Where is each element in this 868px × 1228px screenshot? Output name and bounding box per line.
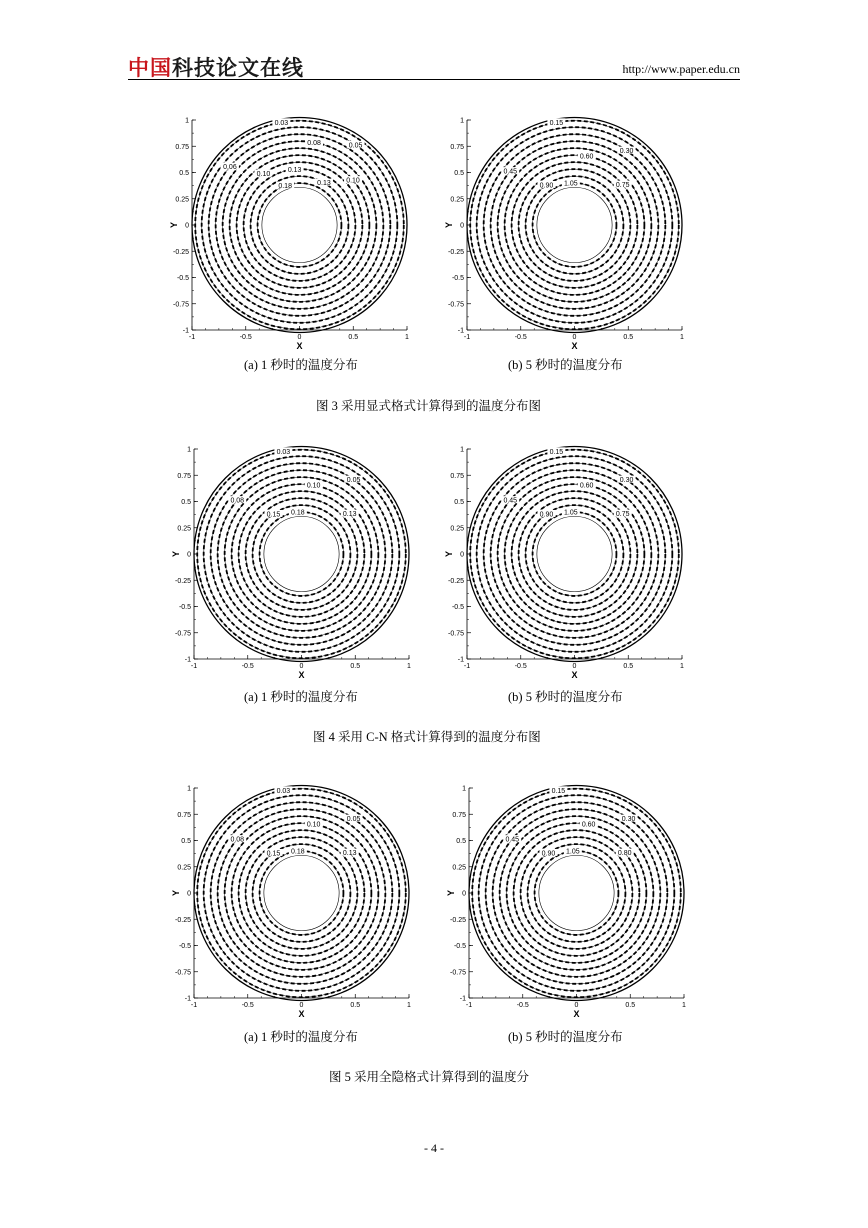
y-tick-label: -0.75 <box>175 969 191 977</box>
contour-label: 0.15 <box>266 511 281 519</box>
x-tick-label: 1 <box>405 334 409 341</box>
x-axis-label: X <box>296 341 303 351</box>
x-tick-label: 0 <box>572 663 577 670</box>
y-tick-label: 1 <box>462 785 466 793</box>
contour-line-dashed <box>477 127 673 323</box>
contour-line-solid <box>470 450 679 659</box>
x-tick-label: -1 <box>463 663 471 670</box>
contour-label: 0.80 <box>617 850 632 858</box>
contour-label: 1.05 <box>564 509 578 517</box>
y-tick-label: -1 <box>457 327 464 335</box>
y-tick-label: -0.25 <box>175 916 191 924</box>
y-tick-label: -0.75 <box>173 301 189 309</box>
contour-line-dashed <box>244 166 356 281</box>
contour-line-dashed <box>470 121 679 330</box>
y-tick-label: -0.5 <box>178 943 191 950</box>
contour-line-dashed <box>195 121 404 330</box>
y-tick-label: 0 <box>460 222 464 230</box>
contour-label: 0.30 <box>619 148 634 156</box>
outer-boundary-circle <box>192 118 407 333</box>
contour-label: 0.15 <box>549 119 564 127</box>
inner-boundary-circle <box>539 855 614 930</box>
contour-line-dashed <box>204 456 400 652</box>
y-tick-label: 0.5 <box>454 170 464 177</box>
contour-line-solid <box>204 456 400 652</box>
y-tick-label: -1 <box>184 656 191 664</box>
contour-line-dashed <box>498 477 652 631</box>
y-tick-label: -0.5 <box>178 604 191 611</box>
inner-boundary-circle <box>537 516 612 591</box>
contour-label: 1.05 <box>566 848 580 856</box>
x-tick-label: 1 <box>680 334 684 341</box>
outer-boundary-circle <box>469 786 684 1001</box>
figure-5-caption: 图 5 采用全隐格式计算得到的温度分 <box>329 1070 530 1084</box>
y-tick-label: 0.25 <box>175 196 189 204</box>
y-tick-label: 0.5 <box>456 838 466 845</box>
y-tick-label: 0.25 <box>177 525 191 533</box>
y-tick-label: -0.5 <box>451 604 464 611</box>
x-axis-label: X <box>298 1009 305 1019</box>
y-tick-label: 0.75 <box>177 811 191 819</box>
contour-line-dashed <box>260 848 344 935</box>
contour-line-dashed <box>493 809 661 977</box>
x-tick-label: -1 <box>463 334 471 341</box>
contour-line-dashed <box>218 809 386 977</box>
y-tick-label: 0 <box>185 222 189 230</box>
y-tick-label: 0.5 <box>181 838 191 845</box>
contour-line-dashed <box>197 450 406 659</box>
figure-3b-subcaption: (b) 5 秒时的温度分布 <box>508 358 623 372</box>
x-axis-label: X <box>571 341 578 351</box>
contour-plot-svg <box>445 780 695 1019</box>
contour-label: 0.10 <box>306 482 321 490</box>
y-axis-label: Y <box>444 550 454 558</box>
y-tick-label: 0.75 <box>452 811 466 819</box>
contour-plot-svg <box>443 441 693 680</box>
contour-label: 0.45 <box>505 836 520 844</box>
x-tick-label: 1 <box>680 663 684 670</box>
header-rule <box>128 79 740 80</box>
contour-label: 0.75 <box>615 511 630 519</box>
x-tick-label: 0.5 <box>623 334 634 341</box>
contour-line-solid <box>195 121 404 330</box>
contour-line-dashed <box>260 509 344 596</box>
contour-label: 0.10 <box>256 170 271 178</box>
y-tick-label: -0.5 <box>176 275 189 282</box>
y-tick-label: 1 <box>460 117 464 125</box>
y-tick-label: -0.25 <box>173 248 189 256</box>
x-tick-label: -0.5 <box>241 663 254 670</box>
page-header <box>128 50 740 80</box>
x-tick-label: 0 <box>299 1002 304 1009</box>
contour-label: 0.03 <box>276 787 291 795</box>
contour-line-dashed <box>202 127 398 323</box>
y-axis-label: Y <box>446 889 456 897</box>
x-tick-label: 1 <box>407 663 411 670</box>
figure-4a-plot <box>170 441 420 680</box>
figure-3a-subcaption: (a) 1 秒时的温度分布 <box>244 358 358 372</box>
x-axis-label: X <box>573 1009 580 1019</box>
contour-label: 0.03 <box>274 119 289 127</box>
contour-label: 0.90 <box>541 850 556 858</box>
contour-plot-svg <box>170 780 420 1019</box>
contour-label: 0.60 <box>579 153 594 161</box>
y-tick-label: 0.5 <box>454 499 464 506</box>
contour-line-solid <box>472 789 681 998</box>
contour-line-dashed <box>533 180 617 267</box>
contour-line-dashed <box>225 477 379 631</box>
contour-label: 0.13 <box>317 180 331 188</box>
contour-line-solid <box>204 795 400 991</box>
y-tick-label: 1 <box>460 446 464 454</box>
contour-label: 0.30 <box>619 477 634 485</box>
contour-line-dashed <box>498 148 652 302</box>
contour-line-dashed <box>491 141 659 309</box>
page-number: - 4 - <box>424 1141 444 1155</box>
contour-line-dashed <box>258 183 342 267</box>
y-tick-label: 1 <box>185 117 189 125</box>
contour-line-dashed <box>470 450 679 659</box>
logo-dark-text: 科技论文在线 <box>172 56 304 80</box>
y-tick-label: 0 <box>462 890 466 898</box>
contour-label: 0.30 <box>621 816 636 824</box>
contour-label: 0.08 <box>307 139 321 147</box>
y-tick-label: -1 <box>459 995 466 1003</box>
x-tick-label: -1 <box>188 334 196 341</box>
x-tick-label: 0.5 <box>350 663 361 670</box>
y-axis-label: Y <box>169 221 179 229</box>
y-tick-label: 0.25 <box>177 864 191 872</box>
x-tick-label: 1 <box>407 1002 411 1009</box>
inner-boundary-circle <box>262 187 337 262</box>
y-axis-label: Y <box>444 221 454 229</box>
contour-line-dashed <box>491 470 659 638</box>
contour-label: 0.10 <box>306 821 321 829</box>
contour-label: 0.13 <box>287 166 302 174</box>
contour-label: 0.13 <box>342 511 357 519</box>
contour-line-solid <box>470 121 679 330</box>
contour-line-dashed <box>535 848 619 935</box>
contour-label: 0.75 <box>615 182 630 190</box>
x-tick-label: 0.5 <box>348 334 359 341</box>
x-tick-label: -0.5 <box>516 1002 529 1009</box>
contour-label: 0.90 <box>539 182 554 190</box>
contour-label: 1.05 <box>564 180 578 188</box>
contour-label: 0.45 <box>503 497 518 505</box>
contour-line-dashed <box>218 470 386 638</box>
contour-plot-svg <box>170 441 420 680</box>
contour-plot-svg <box>443 112 693 351</box>
y-tick-label: -0.5 <box>451 275 464 282</box>
y-tick-label: 0.25 <box>452 864 466 872</box>
figure-5b-subcaption: (b) 5 秒时的温度分布 <box>508 1030 623 1044</box>
contour-label: 0.03 <box>276 448 291 456</box>
figure-5a-plot <box>170 780 420 1019</box>
x-tick-label: -0.5 <box>241 1002 254 1009</box>
y-tick-label: 0.5 <box>179 170 189 177</box>
y-tick-label: 0.75 <box>450 472 464 480</box>
contour-label: 0.05 <box>348 142 363 150</box>
x-tick-label: 0.5 <box>625 1002 636 1009</box>
contour-line-dashed <box>526 505 624 603</box>
contour-label: 0.15 <box>549 448 564 456</box>
figure-4-caption: 图 4 采用 C-N 格式计算得到的温度分布图 <box>313 730 541 744</box>
x-tick-label: 0 <box>297 334 302 341</box>
outer-boundary-circle <box>194 447 409 662</box>
y-tick-label: 0.75 <box>450 143 464 151</box>
contour-label: 0.60 <box>581 821 596 829</box>
site-url-link[interactable]: http://www.paper.edu.cn <box>622 62 740 76</box>
contour-line-solid <box>477 127 673 323</box>
contour-label: 0.08 <box>230 497 245 505</box>
outer-boundary-circle <box>467 118 682 333</box>
x-tick-label: 0 <box>572 334 577 341</box>
y-tick-label: -0.75 <box>450 969 466 977</box>
y-tick-label: -0.75 <box>448 301 464 309</box>
x-tick-label: 0 <box>299 663 304 670</box>
contour-line-solid <box>197 450 406 659</box>
figure-4b-plot <box>443 441 693 680</box>
y-tick-label: 0.5 <box>181 499 191 506</box>
contour-label: 0.15 <box>266 850 281 858</box>
figure-4b-subcaption: (b) 5 秒时的温度分布 <box>508 690 623 704</box>
journal-logo <box>128 52 304 82</box>
y-axis-label: Y <box>171 550 181 558</box>
x-tick-label: 0.5 <box>623 663 634 670</box>
contour-label: 0.05 <box>346 816 361 824</box>
contour-label: 0.05 <box>346 477 361 485</box>
y-tick-label: -0.25 <box>448 248 464 256</box>
y-tick-label: -1 <box>184 995 191 1003</box>
y-tick-label: -0.25 <box>450 916 466 924</box>
contour-label: 0.18 <box>278 183 292 191</box>
contour-line-dashed <box>477 456 673 652</box>
y-tick-label: -0.25 <box>175 577 191 585</box>
inner-boundary-circle <box>264 855 339 930</box>
contour-label: 0.13 <box>342 850 357 858</box>
contour-line-dashed <box>253 844 351 942</box>
figure-3b-plot <box>443 112 693 351</box>
y-tick-label: 1 <box>187 446 191 454</box>
contour-line-dashed <box>225 816 379 970</box>
contour-line-dashed <box>253 505 351 603</box>
contour-line-solid <box>477 456 673 652</box>
contour-label: 0.60 <box>579 482 594 490</box>
logo-red-text: 中国 <box>128 56 172 80</box>
x-tick-label: 0.5 <box>350 1002 361 1009</box>
inner-boundary-circle <box>264 516 339 591</box>
figure-5a-subcaption: (a) 1 秒时的温度分布 <box>244 1030 358 1044</box>
contour-label: 0.45 <box>503 168 518 176</box>
contour-label: 0.18 <box>291 509 305 517</box>
contour-line-dashed <box>197 789 406 998</box>
y-tick-label: -0.5 <box>453 943 466 950</box>
y-tick-label: -0.75 <box>175 630 191 638</box>
x-tick-label: -1 <box>465 1002 473 1009</box>
contour-line-dashed <box>251 176 349 274</box>
x-tick-label: -1 <box>190 1002 198 1009</box>
contour-line-dashed <box>528 844 626 942</box>
x-tick-label: -1 <box>190 663 198 670</box>
contour-label: 0.90 <box>539 511 554 519</box>
y-tick-label: -0.75 <box>448 630 464 638</box>
contour-label: 0.15 <box>551 787 566 795</box>
x-axis-label: X <box>298 670 305 680</box>
contour-label: 0.06 <box>223 164 237 172</box>
contour-label: 0.18 <box>291 848 305 856</box>
figure-5b-plot <box>445 780 695 1019</box>
contour-line-solid <box>479 795 675 991</box>
x-tick-label: 0 <box>574 1002 579 1009</box>
x-tick-label: -0.5 <box>514 663 527 670</box>
y-tick-label: -1 <box>457 656 464 664</box>
y-tick-label: 0.25 <box>450 196 464 204</box>
figure-3a-plot <box>168 112 418 351</box>
contour-line-solid <box>197 789 406 998</box>
contour-line-dashed <box>204 795 400 991</box>
outer-boundary-circle <box>467 447 682 662</box>
contour-line-dashed <box>479 795 675 991</box>
outer-boundary-circle <box>194 786 409 1001</box>
contour-label: 0.08 <box>230 836 245 844</box>
x-tick-label: -0.5 <box>514 334 527 341</box>
y-tick-label: 0.25 <box>450 525 464 533</box>
contour-line-dashed <box>472 789 681 998</box>
contour-line-dashed <box>533 509 617 596</box>
contour-line-dashed <box>237 162 363 288</box>
y-tick-label: -0.25 <box>448 577 464 585</box>
y-tick-label: 0.75 <box>177 472 191 480</box>
figure-4a-subcaption: (a) 1 秒时的温度分布 <box>244 690 358 704</box>
x-tick-label: -0.5 <box>239 334 252 341</box>
contour-plot-svg <box>168 112 418 351</box>
y-tick-label: 1 <box>187 785 191 793</box>
y-axis-label: Y <box>171 889 181 897</box>
contour-line-dashed <box>500 816 654 970</box>
contour-line-dashed <box>526 176 624 274</box>
y-tick-label: 0 <box>460 551 464 559</box>
contour-label: 0.10 <box>346 177 360 185</box>
y-tick-label: 0 <box>187 890 191 898</box>
figure-3-caption: 图 3 采用显式格式计算得到的温度分布图 <box>316 399 542 413</box>
inner-boundary-circle <box>537 187 612 262</box>
x-axis-label: X <box>571 670 578 680</box>
y-tick-label: -1 <box>182 327 189 335</box>
x-tick-label: 1 <box>682 1002 686 1009</box>
y-tick-label: 0.75 <box>175 143 189 151</box>
y-tick-label: 0 <box>187 551 191 559</box>
contour-line-solid <box>202 127 398 323</box>
